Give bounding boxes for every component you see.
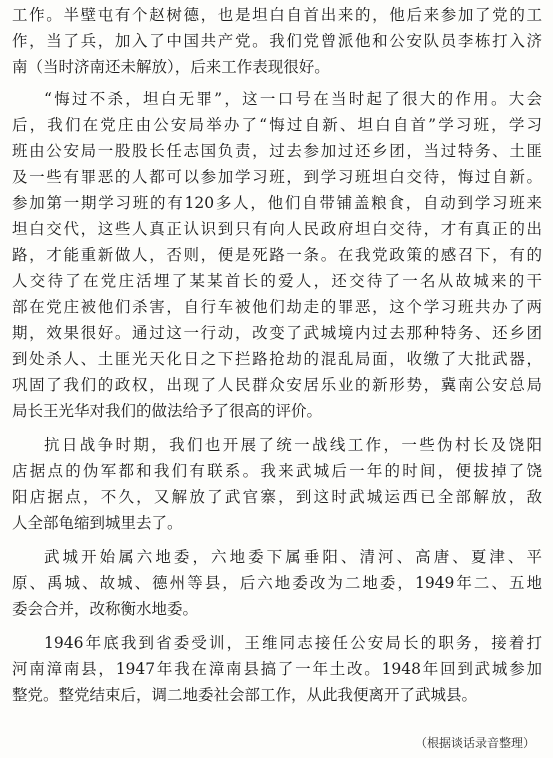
text-line: “悔过不杀，坦白无罪”，这一口号在当时起了很大的作用。大会 [44,90,542,108]
text-line: 期，效果很好。通过这一行动，改变了武城境内过去那种特务、还乡团 [12,324,542,342]
text-line: 原、禹城、故城、德州等县，后六地委改为二地委，1949年二、五地 [12,574,542,592]
text-line: 河南漳南县，1947年我在漳南县搞了一年土改。1948年回到武城参加 [12,660,542,678]
text-line: 工作。半壁屯有个赵树德，也是坦白自首出来的，他后来参加了党的工 [12,6,542,24]
text-line: 巩固了我们的政权，出现了人民群众安居乐业的新形势，冀南公安总局 [12,376,542,394]
text-line: 委会合并，改称衡水地委。 [12,600,199,618]
text-line: 武城开始属六地委，六地委下属垂阳、清河、高唐、夏津、平 [44,548,542,566]
text-line: 参加第一期学习班的有120多人，他们自带铺盖粮食，自动到学习班来 [12,194,542,212]
text-line: 整党。整党结束后，调二地委社会部工作，从此我便离开了武城县。 [12,686,478,704]
text-line: 人全部龟缩到城里去了。 [12,514,183,532]
text-line: 作，当了兵，加入了中国共产党。我们党曾派他和公安队员李栋打入济 [12,32,542,50]
text-line: 坦白交代，这些人真正认识到只有向人民政府坦白交待，才有真正的出 [12,220,542,238]
text-line: 人交待了在党庄活埋了某某首长的爱人，还交待了一名从故城来的干 [12,272,542,290]
text-line: 店据点的伪军都和我们有联系。我来武城后一年的时间，便拔掉了饶 [12,462,542,480]
text-line: 局长王光华对我们的做法给予了很高的评价。 [12,402,323,420]
text-line: 后，我们在党庄由公安局举办了“悔过自新、坦白自首”学习班，学习 [12,116,542,134]
text-line: 抗日战争时期，我们也开展了统一战线工作，一些伪村长及饶阳 [44,436,542,454]
text-line: 部在党庄被他们杀害，自行车被他们劫走的罪恶，这个学习班共办了两 [12,298,542,316]
text-line: 阳店据点，不久，又解放了武官寨，到这时武城运西已全部解放，敌 [12,488,542,506]
text-line: 到处杀人、土匪光天化日之下拦路抢劫的混乱局面，收缴了大批武器， [12,350,542,368]
text-line: 及一些有罪恶的人都可以参加学习班，到学习班坦白交待，悔过自新。 [12,168,542,186]
source-note: （根据谈话录音整理） [414,736,535,750]
text-line: 1946年底我到省委受训，王维同志接任公安局长的职务，接着打 [44,634,542,652]
text-line: 南（当时济南还未解放），后来工作表现很好。 [12,58,330,76]
text-line: 路，才能重新做人，否则，便是死路一条。在我党政策的感召下，有的 [12,246,542,264]
text-line: 班由公安局一股股长任志国负责，过去参加过还乡团，当过特务、土匪 [12,142,542,160]
